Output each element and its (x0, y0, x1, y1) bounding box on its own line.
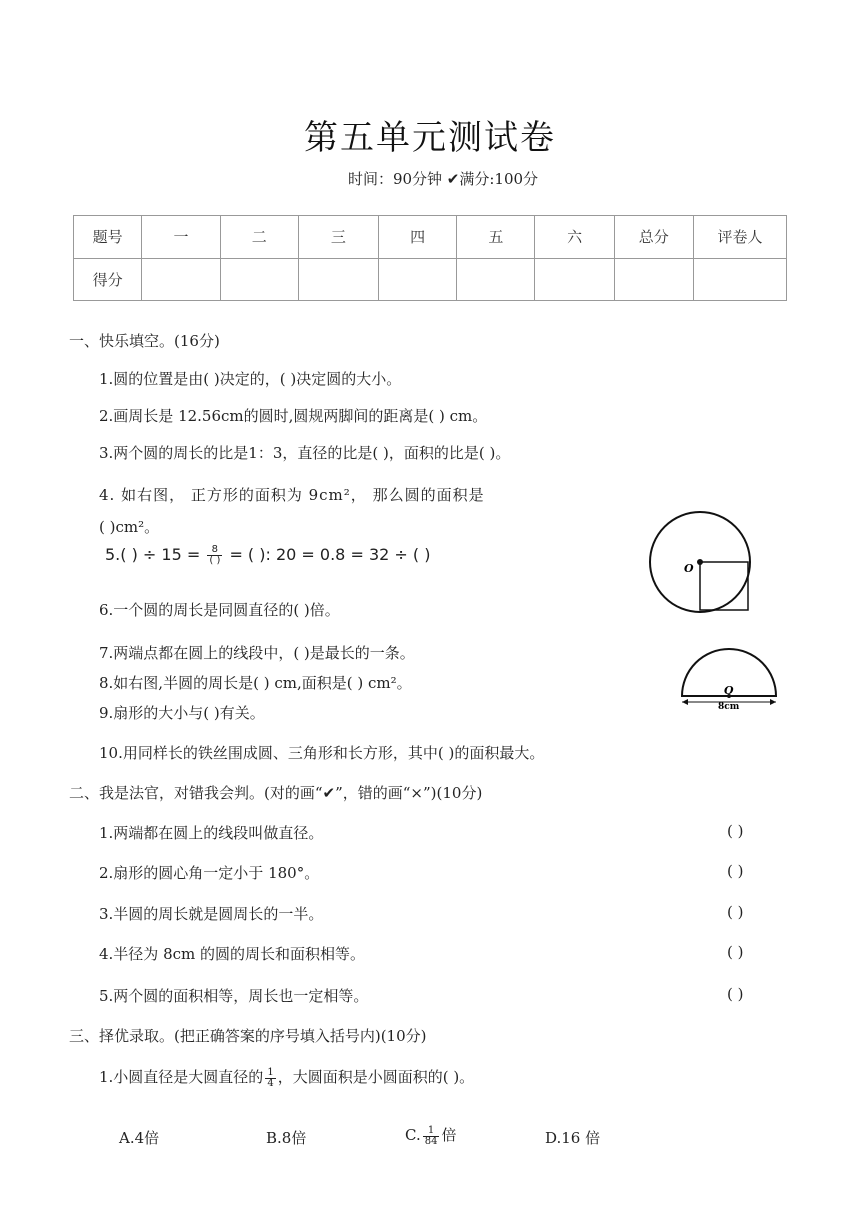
table-cell: 五 (457, 216, 535, 259)
answer-blank[interactable]: ( ) (727, 862, 744, 880)
fraction (423, 1126, 440, 1147)
score-input-cell[interactable] (614, 258, 693, 301)
table-cell: 评卷人 (693, 216, 786, 259)
table-cell: 六 (535, 216, 614, 259)
question-item: 1.圆的位置是由( )决定的，( )决定圆的大小。 (99, 370, 402, 388)
score-table (73, 215, 787, 301)
center-label: O (684, 562, 694, 575)
center-label: O (724, 684, 734, 697)
judgement-item: 2.扇形的圆心角一定小于 180°。 (99, 864, 320, 882)
table-cell: 总分 (614, 216, 693, 259)
score-input-cell[interactable] (379, 258, 457, 301)
score-input-cell[interactable] (220, 258, 298, 301)
dimension-label: 8cm (718, 702, 740, 712)
fraction-numerator: 1 (267, 1066, 274, 1078)
answer-blank[interactable]: ( ) (727, 822, 744, 840)
score-input-cell[interactable] (142, 258, 220, 301)
judgement-item: 4.半径为 8cm 的圆的周长和面积相等。 (99, 945, 366, 963)
table-cell: 二 (220, 216, 298, 259)
table-cell: 题号 (74, 216, 142, 259)
question-item: 3.两个圆的周长的比是1：3，直径的比是( )，面积的比是( )。 (99, 444, 511, 462)
option-d[interactable]: D.16 倍 (545, 1129, 601, 1147)
judgement-item: 1.两端都在圆上的线段叫做直径。 (99, 824, 324, 842)
fraction-numerator: 8 (207, 545, 222, 556)
question-item: 8.如右图,半圆的周长是( ) cm,面积是( ) cm²。 (99, 674, 412, 692)
table-cell: 四 (379, 216, 457, 259)
score-table-score-row (74, 258, 787, 301)
question-item (105, 545, 430, 566)
option-c[interactable] (405, 1124, 456, 1147)
score-input-cell[interactable] (457, 258, 535, 301)
table-cell: 三 (298, 216, 378, 259)
page-title: 第五单元测试卷 (304, 118, 556, 158)
answer-blank[interactable]: ( ) (727, 903, 744, 921)
option-b[interactable]: B.8倍 (266, 1129, 307, 1147)
question-text: ，大圆面积是小圆面积的( )。 (277, 1068, 475, 1086)
exam-info: 时间：90分钟 ✔满分:100分 (347, 170, 539, 188)
score-table-header-row (74, 216, 787, 259)
judgement-item: 3.半圆的周长就是圆周长的一半。 (99, 905, 324, 923)
option-a[interactable]: A.4倍 (119, 1129, 160, 1147)
semicircle-figure (676, 640, 782, 712)
fraction (207, 545, 222, 566)
score-input-cell[interactable] (693, 258, 786, 301)
score-input-cell[interactable] (298, 258, 378, 301)
table-cell: 一 (142, 216, 220, 259)
section-heading: 三、择优录取。(把正确答案的序号填入括号内)(10分) (69, 1027, 427, 1045)
question-item: 10.用同样长的铁丝围成圆、三角形和长方形，其中( )的面积最大。 (99, 744, 545, 762)
center-point (697, 559, 703, 565)
judgement-item: 5.两个圆的面积相等，周长也一定相等。 (99, 987, 369, 1005)
option-text: 倍 (441, 1126, 457, 1144)
option-text: C. (405, 1126, 421, 1144)
circle-square-figure (646, 508, 756, 618)
arrow-right-icon (770, 699, 776, 705)
square-shape (700, 562, 748, 610)
question-item: 6.一个圆的周长是同圆直径的( )倍。 (99, 601, 340, 619)
section-heading: 二、我是法官，对错我会判。(对的画“✔”，错的画“×”)(10分) (69, 784, 483, 802)
question-item: ( )cm²。 (99, 518, 160, 536)
fraction-denominator: ( ) (209, 555, 221, 566)
arrow-left-icon (682, 699, 688, 705)
fraction-denominator: 4 (267, 1077, 274, 1089)
fraction (265, 1068, 275, 1089)
answer-blank[interactable]: ( ) (727, 943, 744, 961)
question-item: 4. 如右图， 正方形的面积为 9cm²， 那么圆的面积是 (99, 486, 485, 504)
question-text: 1.小圆直径是大圆直径的 (99, 1068, 264, 1086)
fraction-numerator: 1 (423, 1126, 440, 1137)
math-text: 5.( ) ÷ 15 = (105, 545, 201, 564)
math-text: = ( ): 20 = 0.8 = 32 ÷ ( ) (229, 545, 431, 564)
fraction-denominator: 84 (424, 1135, 438, 1147)
question-item: 2.画周长是 12.56cm的圆时,圆规两脚间的距离是( ) cm。 (99, 407, 488, 425)
table-cell: 得分 (74, 258, 142, 301)
question-item: 7.两端点都在圆上的线段中，( )是最长的一条。 (99, 644, 415, 662)
section-heading: 一、快乐填空。(16分) (69, 332, 220, 350)
question-item (99, 1066, 474, 1089)
question-item: 9.扇形的大小与( )有关。 (99, 704, 265, 722)
score-input-cell[interactable] (535, 258, 614, 301)
answer-blank[interactable]: ( ) (727, 985, 744, 1003)
